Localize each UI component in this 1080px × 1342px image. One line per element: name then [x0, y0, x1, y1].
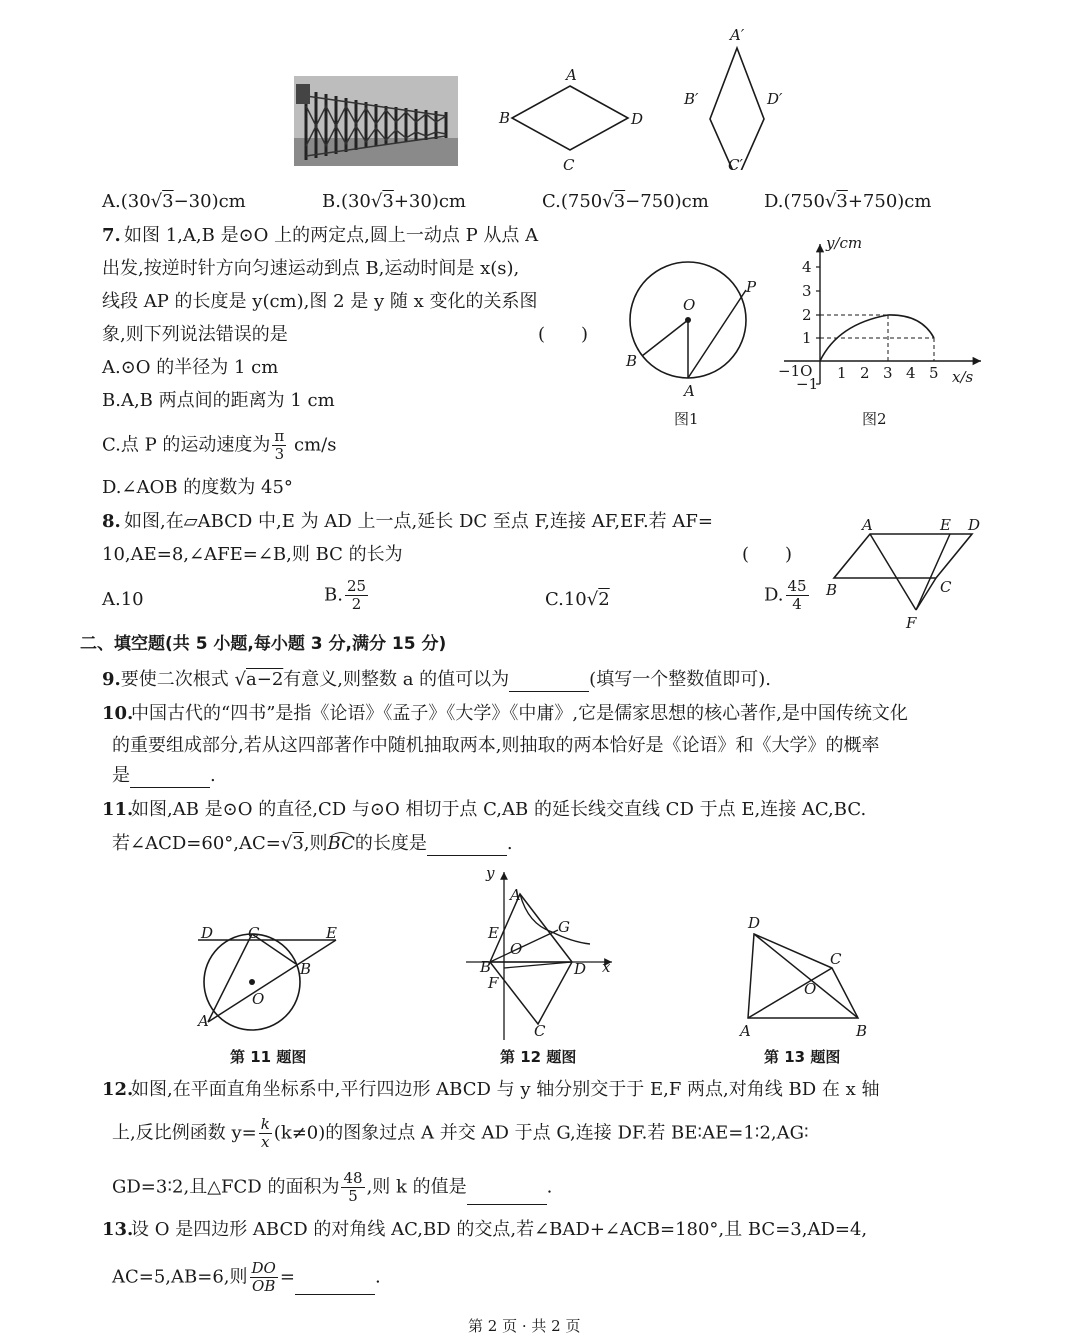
- fig-11: [196, 918, 346, 1042]
- q10-answer-blank[interactable]: [130, 769, 210, 788]
- q7-graph-ytick-4: 4: [802, 258, 812, 276]
- fig-12: [462, 864, 622, 1044]
- fig11-label-e: E: [326, 924, 337, 942]
- q10-line-1: 中国古代的“四书”是指《论语》《孟子》《大学》《中庸》,它是儒家思想的核心著作,是中国传统文化: [131, 703, 908, 724]
- label-c: C: [563, 156, 575, 174]
- fig13-label-a: A: [740, 1022, 751, 1040]
- q8-option-d[interactable]: D. $\frac{45}{4}$: [764, 577, 807, 613]
- q8-label-c: C: [940, 578, 952, 596]
- q13-line-2: AC=5,AB=6,则 $\frac{DO}{OB}$ = .: [112, 1259, 381, 1295]
- fig12-label-o: O: [510, 940, 523, 958]
- label-d: D: [631, 110, 644, 128]
- q7-fig2-caption: 图2: [862, 410, 887, 428]
- q8-option-c[interactable]: C.10√2: [545, 589, 610, 610]
- q12-line-1: 如图,在平面直角坐标系中,平行四边形 ABCD 与 y 轴分别交于于 E,F 两点,对角线 BD 在 x 轴: [131, 1079, 880, 1100]
- page-footer: 第 2 页 · 共 2 页: [468, 1317, 581, 1335]
- q12-line-3: GD=3∶2,且△FCD 的面积为 $\frac{48}{5}$ ,则 k 的值是 .: [112, 1169, 553, 1205]
- fig12-label-x: x: [602, 958, 611, 976]
- q12-line-2: 上,反比例函数 y= $\frac{k}{x}$ (k≠0)的图象过点 A 并交 AD 于点 G,连接 DF.若 BE∶AE=1∶2,AG∶: [112, 1115, 809, 1151]
- label-a: A: [566, 66, 577, 84]
- fig11-label-d: D: [201, 924, 214, 942]
- q7-graph-xtick-3: 3: [883, 364, 893, 382]
- q7-answer-paren[interactable]: ( ): [538, 324, 589, 345]
- q8-answer-paren[interactable]: ( ): [742, 544, 793, 565]
- label-c2: C′: [728, 156, 743, 174]
- q8-label-e: E: [940, 516, 951, 534]
- q10-line-3: 是 .: [112, 765, 216, 786]
- fig11-label-b: B: [300, 960, 312, 978]
- fig12-label-a: A: [510, 886, 521, 904]
- q7-graph-xtick-2: 2: [860, 364, 870, 382]
- q7-graph-ytick-2: 2: [802, 306, 812, 324]
- q8-number: 8.: [102, 511, 121, 532]
- label-b: B: [499, 109, 511, 127]
- fig11-label-c: C: [248, 924, 260, 942]
- q10-line-2: 的重要组成部分,若从这四部著作中随机抽取两本,则抽取的两本恰好是《论语》和《大学》的概率: [112, 735, 880, 756]
- q8-label-f: F: [906, 614, 917, 632]
- label-b2: B′: [684, 90, 699, 108]
- q7-option-b[interactable]: B.A,B 两点间的距离为 1 cm: [102, 390, 335, 411]
- q13-line-1: 设 O 是四边形 ABCD 的对角线 AC,BD 的交点,若∠BAD+∠ACB=180°,且 BC=3,AD=4,: [131, 1219, 868, 1240]
- fig12-label-g: G: [558, 918, 570, 936]
- q13-answer-blank[interactable]: [295, 1276, 375, 1295]
- fig13-label-c: C: [830, 950, 842, 968]
- q7-graph-ytick-3: 3: [802, 282, 812, 300]
- q6-option-c[interactable]: C.(750√3−750)cm: [542, 191, 709, 212]
- q7-graph-ytick-1: 1: [802, 329, 812, 347]
- q6-option-d[interactable]: D.(750√3+750)cm: [764, 191, 932, 212]
- fig13-label-o: O: [804, 980, 817, 998]
- q11-number: 11.: [102, 799, 134, 820]
- q9: 9.要使二次根式 √a−2有意义,则整数 a 的值可以为 (填写一个整数值即可).: [102, 669, 771, 690]
- fig13-label-d: D: [748, 914, 761, 932]
- q6-option-a[interactable]: A.(30√3−30)cm: [102, 191, 246, 212]
- q7-option-a[interactable]: A.⊙O 的半径为 1 cm: [102, 357, 279, 378]
- fig11-label-o: O: [252, 990, 265, 1008]
- label-d2: D′: [767, 90, 783, 108]
- q7-option-c[interactable]: C.点 P 的运动速度为 $\frac{\pi}{3}$ cm/s: [102, 427, 337, 463]
- label-a2: A′: [730, 26, 745, 44]
- fig12-label-b: B: [480, 958, 492, 976]
- fig12-label-e: E: [488, 924, 499, 942]
- q9-answer-blank[interactable]: [509, 673, 589, 692]
- fig13-caption: 第 13 题图: [764, 1048, 841, 1066]
- q12-number: 12.: [102, 1079, 134, 1100]
- fig12-label-d: D: [574, 960, 587, 978]
- q8-option-a[interactable]: A.10: [102, 589, 144, 610]
- q7-option-d[interactable]: D.∠AOB 的度数为 45°: [102, 477, 293, 498]
- q7-graph-xtick-1: 1: [837, 364, 847, 382]
- q11-line-1: 如图,AB 是⊙O 的直径,CD 与⊙O 相切于点 C,AB 的延长线交直线 CD 于点 E,连接 AC,BC.: [131, 799, 867, 820]
- q7-label-a: A: [684, 382, 695, 400]
- q8-label-b: B: [826, 581, 838, 599]
- q7-graph-origin: −1O: [778, 362, 813, 380]
- q8-option-b[interactable]: B. $\frac{25}{2}$: [324, 577, 367, 613]
- q7-number: 7.: [102, 225, 121, 246]
- q7-label-p: P: [746, 278, 757, 296]
- q10-number: 10.: [102, 703, 134, 724]
- q13-number: 13.: [102, 1219, 134, 1240]
- q11-line-2: 若∠ACD=60°,AC=√3,则BC的长度是 .: [112, 833, 513, 854]
- fig12-label-c: C: [534, 1022, 546, 1040]
- q7-line-4: 象,则下列说法错误的是: [102, 324, 288, 345]
- fig11-caption: 第 11 题图: [230, 1048, 307, 1066]
- fig11-label-a: A: [198, 1012, 209, 1030]
- fig12-label-y: y: [486, 864, 495, 882]
- section-2-heading: 二、填空题(共 5 小题,每小题 3 分,满分 15 分): [80, 634, 447, 654]
- q7-graph-xtick-4: 4: [906, 364, 916, 382]
- q7-graph-xlabel: x/s: [952, 368, 974, 386]
- gate-photo: [294, 76, 458, 166]
- fig-13: [740, 920, 870, 1030]
- q12-answer-blank[interactable]: [467, 1186, 547, 1205]
- q8-label-a: A: [862, 516, 873, 534]
- q8-line-1: 如图,在▱ABCD 中,E 为 AD 上一点,延长 DC 至点 F,连接 AF,EF.若 AF=: [124, 511, 713, 532]
- fig12-caption: 第 12 题图: [500, 1048, 577, 1066]
- q6-option-b[interactable]: B.(30√3+30)cm: [322, 191, 466, 212]
- q7-circle-figure: [620, 250, 770, 390]
- q7-line-3: 线段 AP 的长度是 y(cm),图 2 是 y 随 x 变化的关系图: [102, 291, 538, 312]
- q7-label-o: O: [683, 296, 696, 314]
- q8-line-2: 10,AE=8,∠AFE=∠B,则 BC 的长为: [102, 544, 403, 565]
- fig13-label-b: B: [856, 1022, 868, 1040]
- q7-line-2: 出发,按逆时针方向匀速运动到点 B,运动时间是 x(s),: [102, 258, 520, 279]
- q7-fig1-caption: 图1: [674, 410, 699, 428]
- q11-answer-blank[interactable]: [427, 837, 507, 856]
- q7-label-b: B: [626, 352, 638, 370]
- q7-graph-xtick-5: 5: [929, 364, 939, 382]
- fig12-label-f: F: [488, 974, 499, 992]
- q7-graph-ylabel: y/cm: [826, 234, 863, 252]
- q7-line-1: 如图 1,A,B 是⊙O 上的两定点,圆上一动点 P 从点 A: [124, 225, 539, 246]
- q8-label-d: D: [968, 516, 981, 534]
- q7-graph-ytick-neg1: −1: [796, 375, 819, 393]
